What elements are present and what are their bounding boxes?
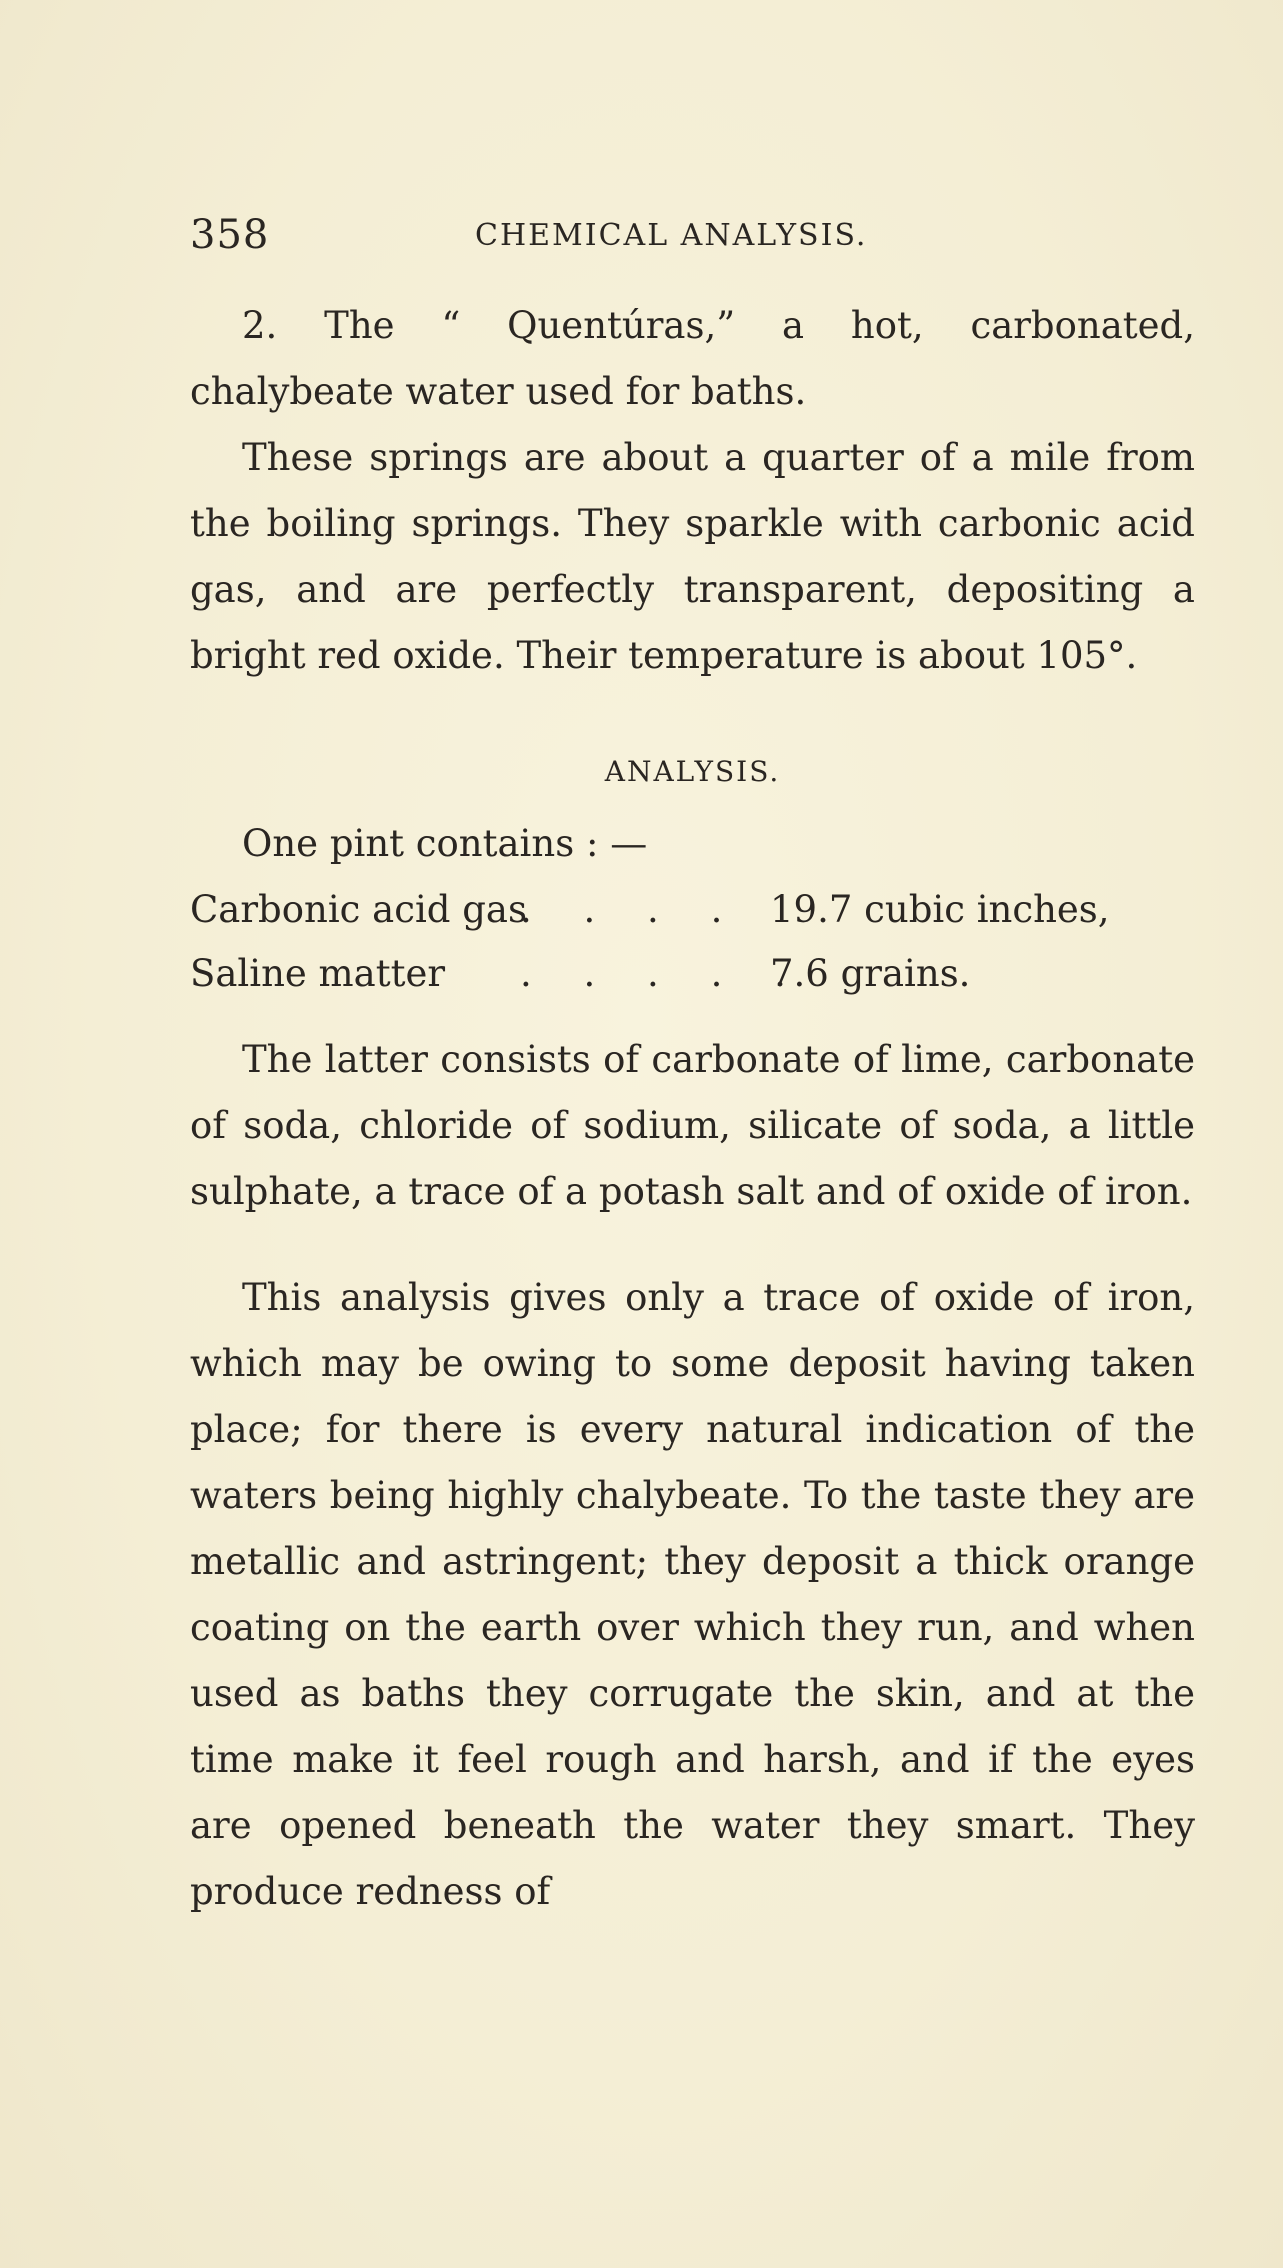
analysis-row xyxy=(190,941,1195,1005)
running-head: CHEMICAL ANALYSIS. xyxy=(475,218,868,253)
page-body xyxy=(190,293,1195,1925)
page-number: 358 xyxy=(190,212,270,258)
analysis-row-label: Saline matter xyxy=(190,952,446,995)
analysis-row-label: Carbonic acid gas xyxy=(190,888,527,931)
paragraph-analysis-discussion: This analysis gives only a trace of oxide of iron, which may be owing to some deposit having taken place; for there is every natural indication of the waters being highly chalybeate. To the taste they are metallic and astringent; they deposit a thick orange coating on the earth over which they run, and when used as baths they corrugate the skin, and at the time make it feel rough and harsh, and if the eyes are opened beneath the water they smart. They produce redness of xyxy=(190,1276,1195,1913)
dot-leader: . . . . xyxy=(520,888,743,931)
dot-leader: . . . . . xyxy=(520,952,806,995)
paragraph-latter: The latter consists of carbonate of lime, carbonate of soda, chloride of sodium, silicate of soda, a little sulphate, a trace of a potash salt and of oxide of iron. xyxy=(190,1038,1195,1213)
analysis-intro: One pint contains : — xyxy=(242,822,648,865)
analysis-row-value: 19.7 cubic inches, xyxy=(770,888,1110,931)
analysis-row-value: 7.6 grains. xyxy=(770,952,971,995)
paragraph-springs: These springs are about a quarter of a mile from the boiling springs. They sparkle with carbonic acid gas, and are perfectly transparent, depositing a bright red oxide. Their temperature is about 105°. xyxy=(190,436,1195,677)
analysis-table xyxy=(190,877,1195,1005)
page-header xyxy=(190,212,1190,262)
analysis-row xyxy=(190,877,1195,941)
analysis-heading: ANALYSIS. xyxy=(604,755,781,788)
paragraph-quenturas: 2. The “ Quentúras,” a hot, carbonated, chalybeate water used for baths. xyxy=(190,304,1195,413)
